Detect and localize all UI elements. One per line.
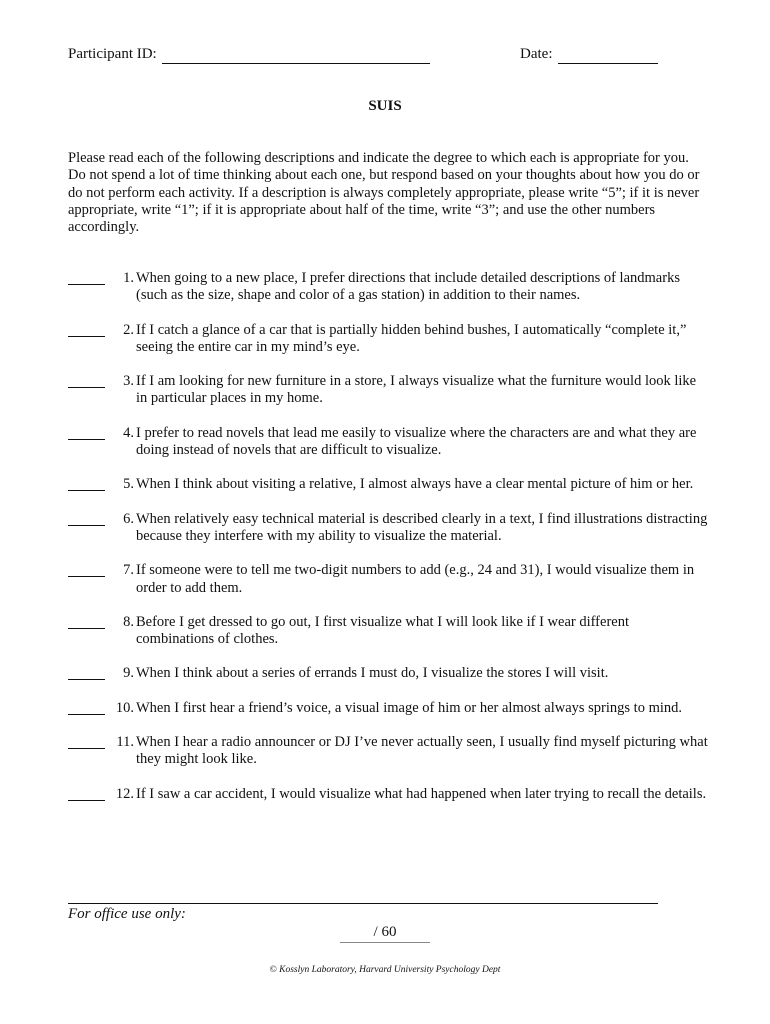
- answer-blank[interactable]: [68, 284, 105, 285]
- question-text: When I think about a series of errands I must do, I visualize the stores I will visit.: [136, 665, 609, 682]
- answer-blank[interactable]: [68, 576, 105, 577]
- question-text: If I catch a glance of a car that is partially hidden behind bushes, I automatically “complete it,” seeing the entire car in my mind’s eye.: [136, 321, 687, 355]
- question-item: [68, 511, 708, 546]
- question-number: 5.: [123, 476, 134, 493]
- question-number: 3.: [123, 373, 134, 390]
- answer-blank[interactable]: [68, 628, 105, 629]
- question-text: When going to a new place, I prefer directions that include detailed descriptions of landmarks (such as the size, shape and color of a gas station) in addition to their names.: [136, 270, 680, 304]
- question-text: When I first hear a friend’s voice, a visual image of him or her almost always springs to mind.: [136, 699, 683, 716]
- participant-id-field[interactable]: [162, 63, 430, 64]
- page-title: SUIS: [368, 98, 402, 114]
- question-number: 1.: [123, 270, 134, 286]
- question-item: [68, 476, 708, 493]
- answer-blank[interactable]: [68, 387, 105, 388]
- question-text: Before I get dressed to go out, I first visualize what I will look like if I wear different combinations of clothes.: [136, 613, 629, 648]
- score-total: / 60: [373, 924, 397, 940]
- question-item: [68, 270, 708, 305]
- date-label: Date:: [520, 46, 553, 62]
- question-text: When I think about visiting a relative, I almost always have a clear mental picture of him or her.: [136, 476, 694, 493]
- question-item: [68, 614, 708, 649]
- header-row: [68, 46, 668, 68]
- question-item: [68, 700, 708, 717]
- question-text: When relatively easy technical material is described clearly in a text, I find illustrations distracting because they interfere with my ability to visualize the material.: [136, 510, 708, 544]
- question-list: [68, 270, 708, 820]
- question-text: When I hear a radio announcer or DJ I’ve never actually seen, I usually find myself picturing what they might look like.: [136, 734, 708, 768]
- question-number: 6.: [123, 510, 134, 527]
- answer-blank[interactable]: [68, 439, 105, 440]
- question-number: 12.: [115, 785, 134, 802]
- office-use-label: For office use only:: [68, 906, 186, 922]
- question-item: [68, 562, 708, 597]
- answer-blank[interactable]: [68, 490, 105, 491]
- question-number: 7.: [123, 562, 134, 579]
- answer-blank[interactable]: [68, 714, 105, 715]
- question-item: [68, 322, 708, 357]
- question-number: 4.: [123, 424, 134, 441]
- question-item: [68, 373, 708, 408]
- question-text: If I am looking for new furniture in a store, I always visualize what the furniture would look like in particular places in my home.: [136, 373, 697, 407]
- answer-blank[interactable]: [68, 525, 105, 526]
- answer-blank[interactable]: [68, 336, 105, 337]
- date-field[interactable]: [558, 63, 658, 64]
- copyright-notice: © Kosslyn Laboratory, Harvard University Psychology Dept: [269, 965, 501, 975]
- instructions-paragraph: Please read each of the following descriptions and indicate the degree to which each is appropriate for you. Do not spend a lot of time thinking about each one, but respond based on your thoughts about how you do or do not perform each activity. If a description is always completely appropriate, please write “5”; if it is never appropriate, write “1”; if it is appropriate about half of the time, write “3”; and use the other numbers accordingly.: [68, 150, 700, 236]
- question-number: 9.: [123, 665, 134, 682]
- question-item: [68, 734, 708, 769]
- question-number: 10.: [115, 699, 134, 716]
- question-text: If I saw a car accident, I would visualize what had happened when later trying to recall the details.: [136, 785, 707, 802]
- footer-divider: [68, 903, 658, 904]
- score-field[interactable]: [340, 942, 430, 943]
- question-text: If someone were to tell me two-digit numbers to add (e.g., 24 and 31), I would visualize them in order to add them.: [136, 562, 695, 596]
- question-number: 11.: [116, 734, 134, 751]
- question-item: [68, 425, 708, 460]
- participant-id-label: Participant ID:: [68, 46, 157, 62]
- question-item: [68, 665, 708, 682]
- question-item: [68, 786, 708, 803]
- question-number: 2.: [123, 321, 134, 338]
- answer-blank[interactable]: [68, 800, 105, 801]
- question-text: I prefer to read novels that lead me easily to visualize where the characters are and what they are doing instead of novels that are difficult to visualize.: [136, 424, 697, 459]
- answer-blank[interactable]: [68, 748, 105, 749]
- answer-blank[interactable]: [68, 679, 105, 680]
- question-number: 8.: [123, 613, 134, 630]
